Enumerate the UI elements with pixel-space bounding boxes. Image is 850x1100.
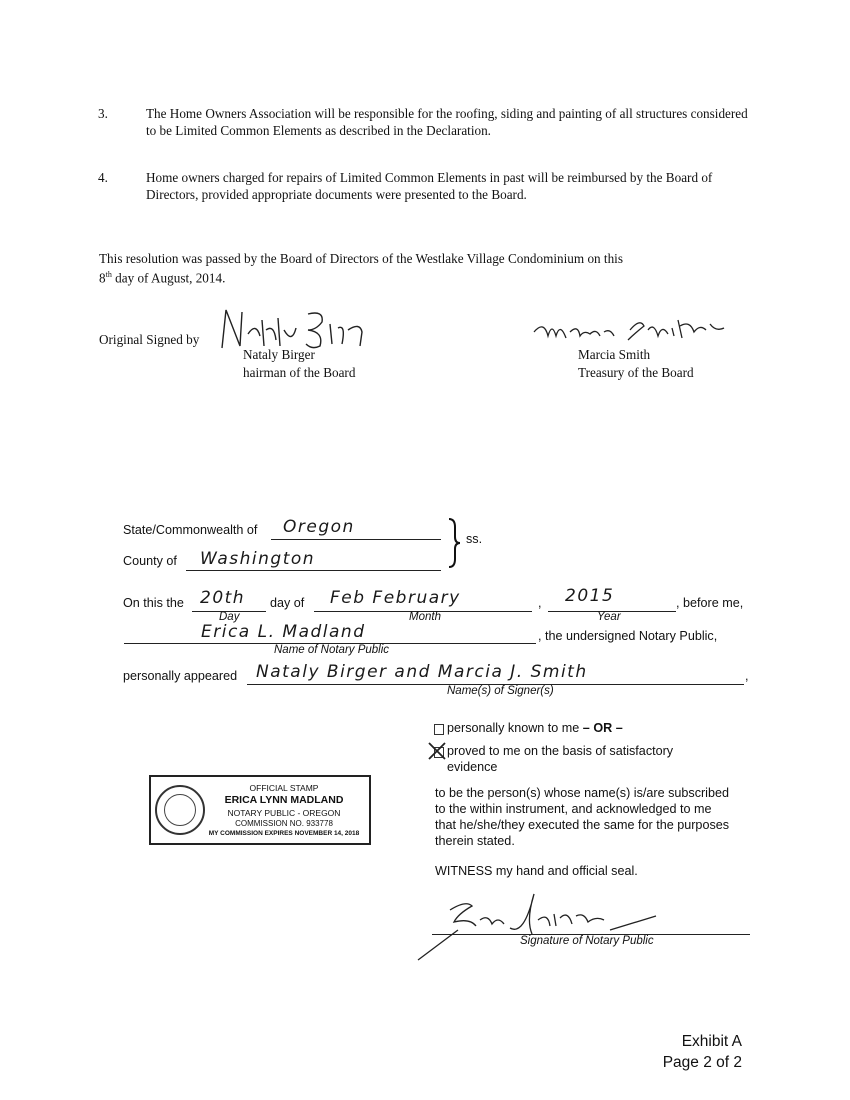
right-signer-title: Treasury of the Board (578, 365, 694, 380)
resolution-day: 8 (99, 270, 106, 286)
body-line: therein stated. (435, 834, 515, 848)
stamp-name: ERICA LYNN MADLAND (224, 794, 344, 806)
notary-signature-caption: Signature of Notary Public (520, 935, 654, 947)
proved-line1: proved to me on the basis of satisfactory (447, 744, 674, 758)
personally-appeared-label: personally appeared (123, 669, 238, 683)
county-handwritten: Washington (200, 549, 316, 569)
state-seal-icon (155, 785, 205, 835)
resolution-date-rest: day of August, 2014. (111, 270, 226, 286)
item-number: 3. (98, 106, 108, 121)
right-signer-name: Marcia Smith (578, 347, 651, 362)
left-signer-title: hairman of the Board (243, 365, 356, 380)
undersigned-label: , the undersigned Notary Public, (538, 629, 718, 643)
known-checkbox[interactable] (434, 724, 444, 735)
x-mark-icon (426, 740, 448, 762)
notary-signature-scrawl (414, 890, 674, 962)
right-signature-scrawl (530, 310, 730, 350)
signers-caption: Name(s) of Signer(s) (447, 685, 554, 697)
state-label: State/Commonwealth of (123, 523, 258, 537)
day-of-label: day of (270, 596, 305, 610)
resolution-day-suffix: th (105, 270, 112, 279)
witness-text: WITNESS my hand and official seal. (435, 864, 638, 878)
known-label (447, 721, 623, 735)
stamp-line3: NOTARY PUBLIC - OREGON (227, 808, 341, 818)
item-text: Home owners charged for repairs of Limited Common Elements in past will be reimbursed by the Board of Directors, provided appropriate documents were presented to the Board. (146, 170, 713, 202)
acknowledgment-body (435, 785, 729, 849)
stamp-title: OFFICIAL STAMP (249, 783, 319, 793)
notary-name-handwritten: Erica L. Madland (201, 622, 366, 642)
left-signer-name: Nataly Birger (243, 347, 315, 362)
state-line (271, 539, 441, 540)
body-line: to the within instrument, and acknowledged to me (435, 802, 712, 816)
item-number: 4. (98, 170, 108, 185)
day-handwritten: 20th (200, 588, 246, 608)
on-this-the-label: On this the (123, 596, 184, 610)
official-stamp (149, 775, 371, 845)
or-text: – OR – (579, 721, 623, 735)
signers-handwritten: Nataly Birger and Marcia J. Smith (256, 662, 588, 682)
original-signed-label: Original Signed by (99, 332, 200, 347)
month-caption: Month (409, 611, 441, 623)
brace-icon (446, 517, 462, 569)
proved-line2: evidence (447, 760, 498, 774)
body-line: to be the person(s) whose name(s) is/are subscribed (435, 786, 729, 800)
resolution-date (99, 266, 225, 286)
resolution-line: This resolution was passed by the Board of Directors of the Westlake Village Condominium on this (99, 251, 623, 266)
page-label: Page 2 of 2 (662, 1054, 742, 1071)
item-text: The Home Owners Association will be responsible for the roofing, siding and painting of all structures considered to be Limited Common Elements as described in the Declaration. (146, 106, 748, 138)
stamp-line5: MY COMMISSION EXPIRES NOVEMBER 14, 2018 (208, 830, 360, 837)
state-handwritten: Oregon (283, 517, 355, 537)
year-caption: Year (597, 611, 621, 623)
county-label: County of (123, 554, 177, 568)
day-caption: Day (219, 611, 240, 623)
notary-name-caption: Name of Notary Public (274, 644, 390, 656)
before-me-label: , before me, (676, 596, 744, 610)
exhibit-label: Exhibit A (681, 1033, 742, 1050)
year-handwritten: 2015 (565, 586, 615, 606)
month-handwritten: Feb February (330, 588, 461, 608)
stamp-line4: COMMISSION NO. 933778 (235, 819, 333, 828)
ss-label: ss. (466, 532, 483, 546)
body-line: that he/she/they executed the same for the purposes (435, 818, 730, 832)
county-line (186, 570, 441, 571)
known-text: personally known to me (447, 721, 580, 735)
date-comma: , (538, 596, 542, 610)
